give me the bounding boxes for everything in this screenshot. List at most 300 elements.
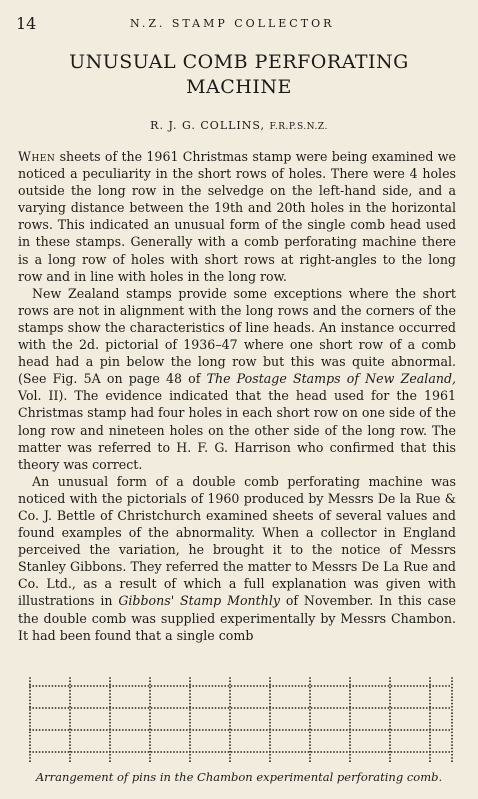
perforation-pin <box>432 729 434 731</box>
perforation-pin <box>389 684 391 686</box>
perforation-pin <box>180 707 182 709</box>
page-number: 14 <box>16 14 37 33</box>
perforation-pin <box>247 751 249 753</box>
perforation-pin <box>372 751 374 753</box>
perforation-pin <box>61 729 63 731</box>
perforation-pin <box>151 751 153 753</box>
perforation-pin <box>69 680 71 682</box>
perforation-pin <box>189 712 191 714</box>
perforation-pin <box>29 700 31 702</box>
perforation-pin <box>253 685 255 687</box>
perforation-pin <box>309 700 311 702</box>
perforation-pin <box>138 707 140 709</box>
perforation-pin <box>240 729 242 731</box>
perforation-pin <box>375 751 377 753</box>
perforation-pin <box>32 685 34 687</box>
perforation-pin <box>55 751 57 753</box>
perforation-pin <box>151 729 153 731</box>
perforation-pin <box>231 751 233 753</box>
perforation-pin <box>247 685 249 687</box>
perforation-pin <box>263 707 265 709</box>
perforation-pin <box>309 719 311 721</box>
perforation-pin <box>349 696 351 698</box>
perforation-pin <box>301 729 303 731</box>
perforation-pin <box>269 728 271 730</box>
perforation-pin <box>359 729 361 731</box>
perforation-pin <box>389 693 391 695</box>
perforation-pin <box>451 741 453 743</box>
perforation-pin <box>269 696 271 698</box>
perforation-pin <box>160 729 162 731</box>
perforation-pin <box>149 732 151 734</box>
perforation-pin <box>448 685 450 687</box>
perforation-pin <box>309 735 311 737</box>
perforation-pin <box>176 685 178 687</box>
perforation-pin <box>340 685 342 687</box>
perforation-pin <box>272 729 274 731</box>
perforation-pin <box>149 684 151 686</box>
perforation-pin <box>71 707 73 709</box>
perforation-pin <box>336 729 338 731</box>
perforation-pin <box>330 685 332 687</box>
perforation-pin <box>180 751 182 753</box>
perforation-pin <box>381 685 383 687</box>
perforation-pin <box>69 728 71 730</box>
perforation-pin <box>29 744 31 746</box>
perforation-pin <box>285 729 287 731</box>
perforation-pin <box>148 707 150 709</box>
perforation-pin <box>432 707 434 709</box>
perforation-pin <box>69 687 71 689</box>
perforation-pin <box>256 751 258 753</box>
perforation-pin <box>451 732 453 734</box>
perforation-pin <box>208 751 210 753</box>
perforation-pin <box>445 729 447 731</box>
perforation-pin <box>413 685 415 687</box>
perforation-pin <box>228 707 230 709</box>
perforation-pin <box>229 706 231 708</box>
perforation-pin <box>36 729 38 731</box>
perforation-pin <box>320 729 322 731</box>
perforation-pin <box>189 744 191 746</box>
perforation-pin <box>272 685 274 687</box>
perforation-pin <box>272 707 274 709</box>
perforation-pin <box>176 729 178 731</box>
perforation-pin <box>229 709 231 711</box>
perforation-pin <box>279 729 281 731</box>
perforation-pin <box>215 707 217 709</box>
perforation-pin <box>282 751 284 753</box>
perforation-pin <box>55 707 57 709</box>
perforation-pin <box>269 748 271 750</box>
perforation-pin <box>212 685 214 687</box>
perforation-pin <box>445 751 447 753</box>
perforation-pin <box>317 751 319 753</box>
perforation-pin <box>333 685 335 687</box>
perforation-pin <box>381 751 383 753</box>
perforation-pin <box>365 729 367 731</box>
perforation-pin <box>269 712 271 714</box>
perforation-pin <box>330 751 332 753</box>
perforation-pin <box>29 716 31 718</box>
perforation-pin <box>237 685 239 687</box>
perforation-pin <box>309 684 311 686</box>
perforation-pin <box>69 738 71 740</box>
perforation-pin <box>314 751 316 753</box>
perforation-pin <box>320 707 322 709</box>
perforation-pin <box>429 693 431 695</box>
perforation-pin <box>29 741 31 743</box>
perforation-pin <box>439 707 441 709</box>
article-body <box>18 148 456 644</box>
perforation-pin <box>154 685 156 687</box>
perforation-pin <box>309 760 311 762</box>
perforation-pin <box>170 707 172 709</box>
perforation-pin <box>288 751 290 753</box>
perforation-pin <box>74 729 76 731</box>
perforation-pin <box>32 729 34 731</box>
perforation-pin <box>229 748 231 750</box>
perforation-pin <box>122 751 124 753</box>
perforation-pin <box>263 751 265 753</box>
perforation-pin <box>212 707 214 709</box>
perforation-pin <box>400 707 402 709</box>
author-name: R. J. G. COLLINS, <box>150 119 266 132</box>
perforation-pin <box>69 696 71 698</box>
perforation-pin <box>304 729 306 731</box>
article-title <box>40 50 438 100</box>
perforation-pin <box>317 729 319 731</box>
perforation-pin <box>244 707 246 709</box>
perforation-pin <box>429 754 431 756</box>
perforation-pin <box>132 751 134 753</box>
perforation-pin <box>80 751 82 753</box>
perforation-pin <box>45 707 47 709</box>
perforation-pin <box>189 685 191 687</box>
perforation-pin <box>451 706 453 708</box>
perforation-pin <box>149 706 151 708</box>
perforation-pin <box>42 751 44 753</box>
perforation-pin <box>192 751 194 753</box>
perforation-pin <box>48 685 50 687</box>
perforation-pin <box>389 754 391 756</box>
perforation-pin <box>144 729 146 731</box>
perforation-pin <box>451 696 453 698</box>
perforation-pin <box>80 685 82 687</box>
perforation-pin <box>149 722 151 724</box>
perforation-pin <box>61 685 63 687</box>
perforation-pin <box>84 685 86 687</box>
perforation-pin <box>429 748 431 750</box>
perforation-pin <box>69 700 71 702</box>
perforation-pin <box>29 687 31 689</box>
perforation-pin <box>154 707 156 709</box>
perforation-pin <box>64 707 66 709</box>
paragraph-1-lead: When <box>18 149 56 164</box>
perforation-pin <box>229 738 231 740</box>
perforation-pin <box>240 707 242 709</box>
perforation-pin <box>429 719 431 721</box>
perforation-pin <box>324 707 326 709</box>
perforation-pin <box>356 751 358 753</box>
perforation-pin <box>87 707 89 709</box>
perforation-pin <box>336 685 338 687</box>
perforation-pin <box>256 685 258 687</box>
perforation-pin <box>317 685 319 687</box>
perforation-pin <box>231 685 233 687</box>
perforation-pin <box>144 707 146 709</box>
perforation-pin <box>69 706 71 708</box>
perforation-pin <box>149 741 151 743</box>
perforation-pin <box>352 751 354 753</box>
perforation-pin <box>93 707 95 709</box>
perforation-pin <box>93 751 95 753</box>
perforation-pin <box>269 732 271 734</box>
perforation-pin <box>180 685 182 687</box>
perforation-pin <box>266 729 268 731</box>
perforation-pin <box>389 709 391 711</box>
perforation-pin <box>426 707 428 709</box>
perforation-pin <box>45 729 47 731</box>
perforation-pin <box>29 760 31 762</box>
perforation-pin <box>269 725 271 727</box>
perforation-pin <box>389 677 391 679</box>
perforation-pin <box>429 709 431 711</box>
perforation-pin <box>356 729 358 731</box>
perforation-pin <box>397 729 399 731</box>
perforation-pin <box>58 751 60 753</box>
perforation-pin <box>420 751 422 753</box>
perforation-pin <box>68 685 70 687</box>
perforation-pin <box>304 707 306 709</box>
perforation-pin <box>125 751 127 753</box>
perforation-pin <box>394 729 396 731</box>
perforation-pin <box>228 685 230 687</box>
perforation-pin <box>314 729 316 731</box>
perforation-pin <box>311 729 313 731</box>
perforation-pin <box>157 729 159 731</box>
perforation-pin <box>423 685 425 687</box>
perforation-pin <box>295 729 297 731</box>
perforation-pin <box>448 707 450 709</box>
perforation-pin <box>407 729 409 731</box>
perforation-pin <box>308 707 310 709</box>
perforation-pin <box>58 729 60 731</box>
perforation-pin <box>215 685 217 687</box>
perforation-pin <box>416 751 418 753</box>
perforation-pin <box>389 696 391 698</box>
perforation-pin <box>61 707 63 709</box>
perforation-pin <box>378 685 380 687</box>
perforation-pin <box>247 707 249 709</box>
perforation-pin <box>69 735 71 737</box>
perforation-pin <box>148 751 150 753</box>
perforation-pin <box>237 707 239 709</box>
perforation-pin <box>42 707 44 709</box>
perforation-pin <box>375 707 377 709</box>
perforation-pin <box>69 732 71 734</box>
perforation-pin <box>292 751 294 753</box>
perforation-pin <box>295 685 297 687</box>
author-credentials: F.R.P.S.N.Z. <box>269 122 328 132</box>
perforation-pin <box>279 751 281 753</box>
perforation-pin <box>218 707 220 709</box>
perforation-pin <box>199 685 201 687</box>
perforation-pin <box>29 732 31 734</box>
perforation-pin <box>378 729 380 731</box>
perforation-pin <box>144 685 146 687</box>
perforation-pin <box>285 751 287 753</box>
perforation-pin <box>285 685 287 687</box>
perforation-pin <box>389 712 391 714</box>
perforation-pin <box>189 687 191 689</box>
perforation-pin <box>71 685 73 687</box>
perforation-pin <box>413 729 415 731</box>
perforation-pin <box>349 754 351 756</box>
figure-caption: Arrangement of pins in the Chambon experimental perforating comb. <box>35 770 443 784</box>
perforation-pin <box>416 685 418 687</box>
perforation-pin <box>372 707 374 709</box>
perforation-pin <box>189 709 191 711</box>
paragraph-1 <box>18 148 456 285</box>
perforation-pin <box>173 685 175 687</box>
perforation-pin <box>298 685 300 687</box>
perforation-pin <box>349 712 351 714</box>
perforation-pin <box>423 707 425 709</box>
perforation-pin <box>149 728 151 730</box>
perforation-pin <box>125 707 127 709</box>
perforation-pin <box>309 757 311 759</box>
perforation-pin <box>439 729 441 731</box>
perforation-pin <box>389 735 391 737</box>
perforation-pin <box>192 685 194 687</box>
perforation-pin <box>189 680 191 682</box>
perforation-pin <box>29 696 31 698</box>
perforation-pin <box>224 751 226 753</box>
perforation-pin <box>116 751 118 753</box>
perforation-pin <box>263 729 265 731</box>
perforation-pin <box>229 712 231 714</box>
perforation-pin <box>132 729 134 731</box>
perforation-pin <box>64 751 66 753</box>
perforation-pin <box>39 751 41 753</box>
perforation-pin <box>229 719 231 721</box>
perforation-pin <box>269 709 271 711</box>
perforation-pin <box>389 719 391 721</box>
perforation-pin <box>397 707 399 709</box>
perforation-pin <box>250 685 252 687</box>
perforation-pin <box>36 707 38 709</box>
perforation-pin <box>196 685 198 687</box>
perforation-pin <box>71 729 73 731</box>
perforation-pin <box>247 729 249 731</box>
perforation-pin <box>229 744 231 746</box>
perforation-pin <box>388 685 390 687</box>
perforation-pin <box>276 729 278 731</box>
perforation-pin <box>61 751 63 753</box>
perforation-pin <box>189 719 191 721</box>
perforation-pin <box>372 729 374 731</box>
perforation-pin <box>336 707 338 709</box>
perforation-pin <box>189 741 191 743</box>
perforation-pin <box>269 754 271 756</box>
perforation-pin <box>279 685 281 687</box>
perforation-pin <box>429 725 431 727</box>
perforation-pin <box>309 741 311 743</box>
perforation-pin <box>451 687 453 689</box>
paragraph-2-text-a: New Zealand stamps provide some exceptions where the short rows are not in alignment with the long rows and the corners of the stamps show the characteristics of line heads. An instance occurred with the 2d. pictorial of 1936–47 where one short row of a comb head had a pin below the long row but this was quite abnormal. (See Fig. 5A on page 48 of <box>18 285 456 387</box>
perforation-pin <box>149 712 151 714</box>
perforation-pin <box>52 685 54 687</box>
perforation-pin <box>333 729 335 731</box>
perforation-pin <box>397 751 399 753</box>
perforation-pin <box>103 707 105 709</box>
perforation-pin <box>229 696 231 698</box>
perforation-pin <box>451 748 453 750</box>
perforation-pin <box>229 693 231 695</box>
perforation-pin <box>84 707 86 709</box>
perforation-pin <box>32 707 34 709</box>
perforation-pin <box>389 690 391 692</box>
perforation-pin <box>429 696 431 698</box>
perforation-pin <box>221 685 223 687</box>
perforation-pin <box>349 706 351 708</box>
perforation-pin <box>340 729 342 731</box>
perforation-pin <box>269 744 271 746</box>
perforation-pin <box>122 729 124 731</box>
perforation-pin <box>451 754 453 756</box>
perforation-pin <box>309 725 311 727</box>
perforation-pin <box>388 707 390 709</box>
perforation-pin <box>309 732 311 734</box>
perforation-pin <box>451 719 453 721</box>
perforation-pin <box>149 690 151 692</box>
perforation-pin <box>39 707 41 709</box>
perforation-pin <box>429 751 431 753</box>
paragraph-3-text-b: of November. In this case the double comb was supplied experimentally by Messrs Chambon. It had been found that a single comb <box>18 593 456 643</box>
perforation-pin <box>309 680 311 682</box>
perforation-pin <box>451 728 453 730</box>
perforation-pin <box>128 707 130 709</box>
perforation-pin <box>202 751 204 753</box>
perforation-pin <box>260 729 262 731</box>
perforation-pin <box>349 687 351 689</box>
perforation-pin <box>109 728 111 730</box>
perforation-pin <box>149 680 151 682</box>
perforation-pin <box>186 729 188 731</box>
perforation-pin <box>52 707 54 709</box>
perforation-pin <box>413 707 415 709</box>
perforation-pin <box>349 693 351 695</box>
perforation-pin <box>176 751 178 753</box>
perforation-pin <box>186 751 188 753</box>
perforation-pin <box>429 735 431 737</box>
perforation-pin <box>144 751 146 753</box>
perforation-pin <box>138 729 140 731</box>
perforation-pin <box>151 685 153 687</box>
perforation-pin <box>112 685 114 687</box>
perforation-pin <box>260 685 262 687</box>
perforation-pin <box>29 751 31 753</box>
perforation-pin <box>170 751 172 753</box>
paragraph-2 <box>18 285 456 473</box>
perforation-pin <box>149 703 151 705</box>
perforation-pin <box>229 757 231 759</box>
perforation-pin <box>330 707 332 709</box>
perforation-pin <box>308 729 310 731</box>
perforation-pin <box>149 696 151 698</box>
perforation-pin <box>349 703 351 705</box>
